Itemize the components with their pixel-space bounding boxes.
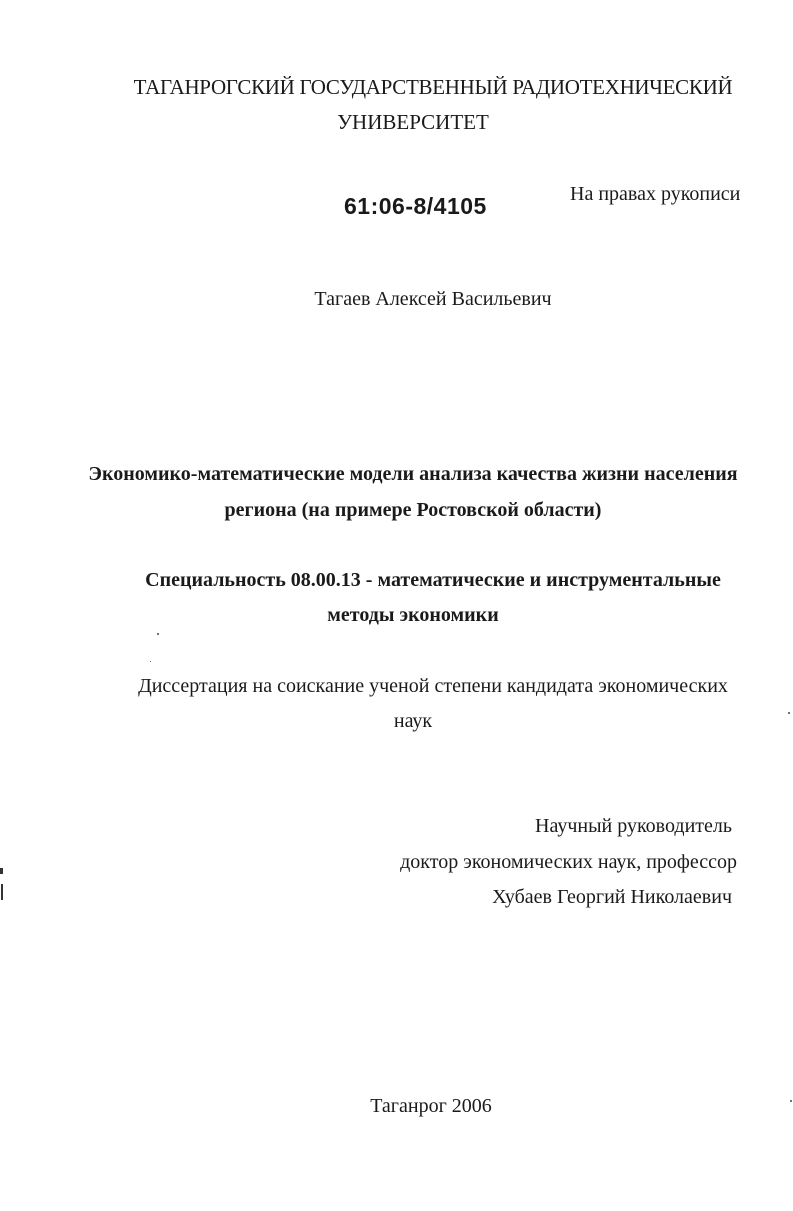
scan-speck — [788, 712, 790, 714]
specialty-line-2: методы экономики — [327, 604, 499, 626]
scan-edge-mark — [1, 884, 3, 900]
catalog-code: 61:06-8/4105 — [344, 193, 487, 219]
scan-speck — [790, 1100, 792, 1102]
scan-speck — [150, 661, 151, 662]
scan-edge-mark — [0, 868, 3, 874]
university-name-line-2: УНИВЕРСИТЕТ — [337, 110, 489, 134]
place-and-year: Таганрог 2006 — [370, 1095, 492, 1117]
degree-statement-line-1: Диссертация на соискание ученой степени кандидата экономических — [138, 675, 728, 697]
specialty-line-1: Специальность 08.00.13 - математические и инструментальные — [145, 569, 721, 591]
university-name-line-1: ТАГАНРОГСКИЙ ГОСУДАРСТВЕННЫЙ РАДИОТЕХНИЧЕСКИЙ — [133, 75, 733, 99]
supervisor-degree: доктор экономических наук, профессор — [400, 851, 737, 873]
supervisor-role: Научный руководитель — [535, 815, 732, 837]
scan-speck — [157, 633, 159, 635]
dissertation-title-line-1: Экономико-математические модели анализа качества жизни населения — [88, 463, 738, 485]
dissertation-title-line-2: региона (на примере Ростовской области) — [224, 499, 602, 521]
manuscript-rights-note: На правах рукописи — [570, 183, 741, 205]
supervisor-name: Хубаев Георгий Николаевич — [492, 886, 732, 908]
degree-statement-line-2: наук — [393, 710, 433, 732]
author-name: Тагаев Алексей Васильевич — [314, 288, 552, 310]
